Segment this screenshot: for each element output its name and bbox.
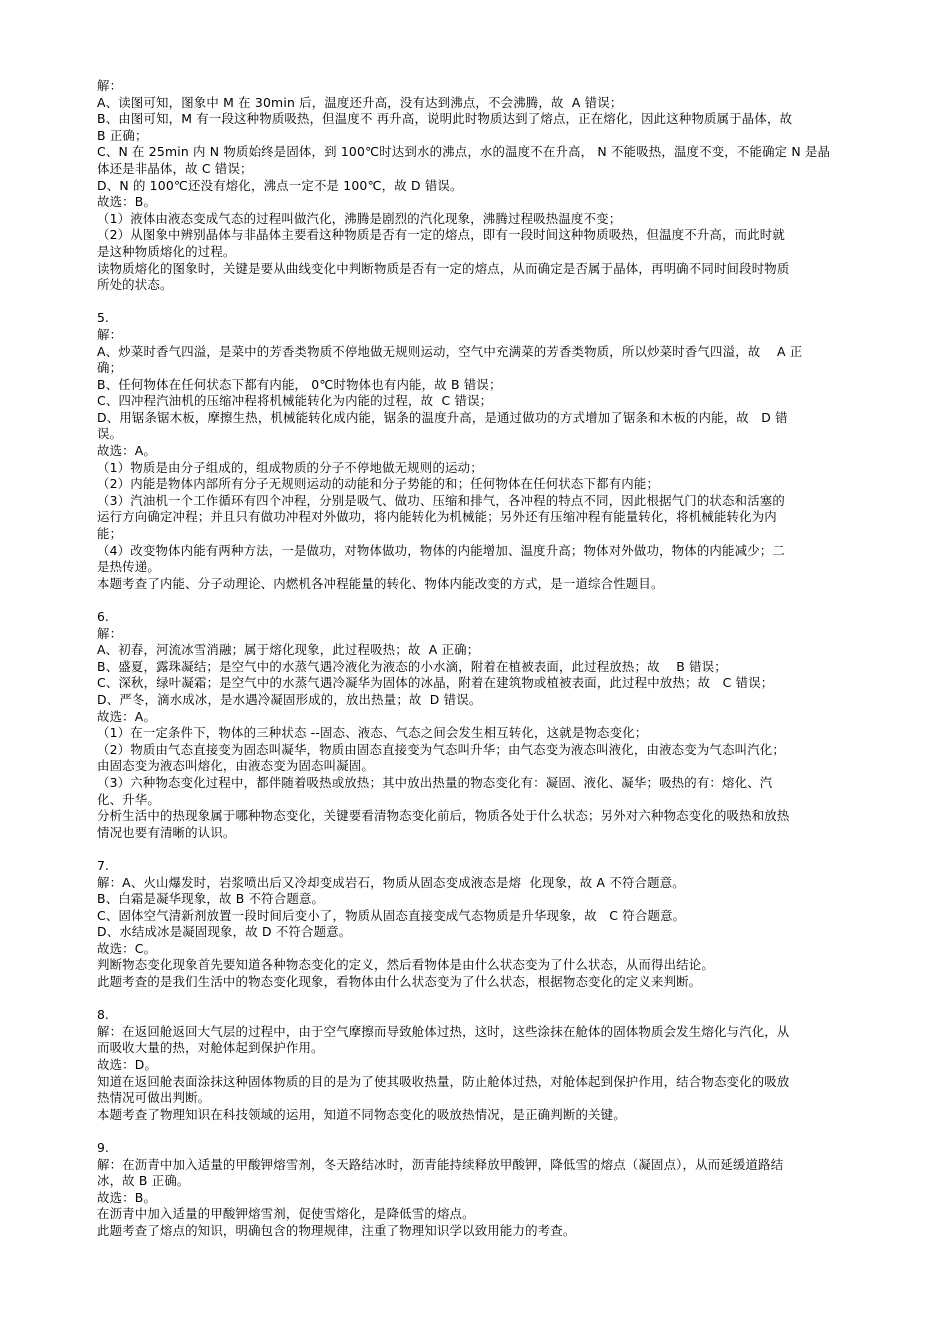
text-line: 此题考查的是我们生活中的物态变化现象，看物体由什么状态变为了什么状态，根据物态变化的定义来判断。 <box>97 974 702 990</box>
text-line: 解：A、火山爆发时，岩浆喷出后又冷却变成岩石，物质从固态变成液态是熔 化现象，故 A 不符合题意。 <box>97 874 685 890</box>
text-line: A、炒菜时香气四溢，是菜中的芳香类物质不停地做无规则运动，空气中充满菜的芳香类物质，所以炒菜时香气四溢，故 A 正 <box>97 343 803 359</box>
text-line: （2）从图象中辨别晶体与非晶体主要看这种物质是否有一定的熔点，即有一段时间这种物质吸热，但温度不升高，而此时就 <box>97 227 785 243</box>
text-line: （3）汽油机一个工作循环有四个冲程，分别是吸气、做功、压缩和排气，各冲程的特点不同，因此根据气门的状态和活塞的 <box>97 492 785 508</box>
text-line: （2）物质由气态直接变为固态叫凝华，物质由固态直接变为气态叫升华；由气态变为液态叫液化，由液态变为气态叫汽化； <box>97 741 785 757</box>
text-line: 情况也要有清晰的认识。 <box>97 824 236 840</box>
text-line: 故选：C。 <box>97 940 157 956</box>
question-number: 9. <box>97 1140 109 1155</box>
text-line: （3）六种物态变化过程中，都伴随着吸热或放热；其中放出热量的物态变化有：凝固、液化、凝华；吸热的有：熔化、汽 <box>97 774 773 790</box>
text-line: C、四冲程汽油机的压缩冲程将机械能转化为内能的过程，故 C 错误； <box>97 393 493 409</box>
text-line: 确； <box>97 360 123 376</box>
text-line: 在沥青中加入适量的甲酸钾熔雪剂，促使雪熔化，是降低雪的熔点。 <box>97 1206 475 1222</box>
text-line: 知道在返回舱表面涂抹这种固体物质的目的是为了使其吸收热量，防止舱体过热，对舱体起到保护作用，结合物态变化的吸放 <box>97 1073 790 1089</box>
text-line: 故选：D。 <box>97 1057 158 1073</box>
text-line: 体还是非晶体，故 C 错误； <box>97 160 253 176</box>
answer-section-continued <box>97 78 887 294</box>
text-line: 冰，故 B 正确。 <box>97 1173 190 1189</box>
text-line: 解：在返回舱返回大气层的过程中，由于空气摩擦而导致舱体过热，这时，这些涂抹在舱体的固体物质会发生熔化与汽化，从 <box>97 1023 790 1039</box>
text-line: 解： <box>97 78 123 93</box>
text-line: D、N 的 100℃还没有熔化，沸点一定不是 100℃，故 D 错误。 <box>97 177 463 193</box>
answer-section-8 <box>97 1007 887 1123</box>
answer-section-7 <box>97 858 887 991</box>
text-line: （1）液体由液态变成气态的过程叫做汽化，沸腾是剧烈的汽化现象，沸腾过程吸热温度不变； <box>97 210 622 226</box>
answer-section-9 <box>97 1140 887 1240</box>
text-line: 本题考查了物理知识在科技领域的运用，知道不同物态变化的吸放热情况，是正确判断的关键。 <box>97 1106 626 1122</box>
text-line: 故选：B。 <box>97 1189 157 1205</box>
text-line: 故选：A。 <box>97 708 157 724</box>
text-line: 所处的状态。 <box>97 277 173 293</box>
text-line: 而吸收大量的热，对舱体起到保护作用。 <box>97 1040 324 1056</box>
text-line: 解： <box>97 625 123 641</box>
question-number: 7. <box>97 857 109 873</box>
text-line: 运行方向确定冲程；并且只有做功冲程对外做功，将内能转化为机械能；另外还有压缩冲程有能量转化，将机械能转化为内 <box>97 509 777 525</box>
text-line: C、深秋，绿叶凝霜；是空气中的水蒸气遇冷凝华为固体的冰晶，附着在建筑物或植被表面，此过程中放热；故 C 错误； <box>97 675 774 691</box>
text-line: B、白霜是凝华现象，故 B 不符合题意。 <box>97 891 325 907</box>
text-line: 此题考查了熔点的知识，明确包含的物理规律，注重了物理知识学以致用能力的考查。 <box>97 1222 576 1238</box>
text-line: 判断物态变化现象首先要知道各种物态变化的定义，然后看物体是由什么状态变为了什么状态，从而得出结论。 <box>97 957 714 973</box>
text-line: 由固态变为液态叫熔化，由液态变为固态叫凝固。 <box>97 758 374 774</box>
text-line: 热情况可做出判断。 <box>97 1090 211 1106</box>
text-line: 化、升华。 <box>97 791 160 807</box>
text-line: 分析生活中的热现象属于哪种物态变化，关键要看清物态变化前后，物质各处于什么状态；另外对六种物态变化的吸热和放热 <box>97 808 790 824</box>
question-number: 6. <box>97 609 109 624</box>
text-line: B、由图可知，M 有一段这种物质吸热，但温度不 再升高，说明此时物质达到了熔点，正在熔化，因此这种物质属于晶体，故 <box>97 111 793 127</box>
text-line: B、盛夏，露珠凝结；是空气中的水蒸气遇冷液化为液态的小水滴，附着在植被表面，此过程放热；故 B 错误； <box>97 658 727 674</box>
text-line: （4）改变物体内能有两种方法，一是做功，对物体做功，物体的内能增加、温度升高；物体对外做功，物体的内能减少；二 <box>97 542 785 558</box>
text-line: 是这种物质熔化的过程。 <box>97 243 236 259</box>
text-line: 能； <box>97 526 123 542</box>
text-line: A、读图可知，图象中 M 在 30min 后，温度还升高，没有达到沸点，不会沸腾，故 A 错误； <box>97 94 623 110</box>
text-line: 解： <box>97 326 123 342</box>
text-line: 故选：A。 <box>97 443 157 459</box>
text-line: 本题考查了内能、分子动理论、内燃机各冲程能量的转化、物体内能改变的方式，是一道综合性题目。 <box>97 575 664 591</box>
text-line: D、用锯条锯木板，摩擦生热，机械能转化成内能，锯条的温度升高，是通过做功的方式增加了锯条和木板的内能，故 D 错 <box>97 409 788 425</box>
answer-section-5 <box>97 310 887 592</box>
text-line: （2）内能是物体内部所有分子无规则运动的动能和分子势能的和；任何物体在任何状态下都有内能； <box>97 476 660 492</box>
text-line: C、N 在 25min 内 N 物质始终是固体，到 100℃时达到水的沸点，水的温度不在升高， N 不能吸热，温度不变，不能确定 N 是晶 <box>97 144 831 160</box>
text-line: 误。 <box>97 426 123 442</box>
question-number: 5. <box>97 310 109 326</box>
text-line: B 正确； <box>97 127 148 143</box>
document-page <box>97 78 887 1240</box>
text-line: D、严冬，滴水成冰，是水遇冷凝固形成的，放出热量；故 D 错误。 <box>97 691 482 707</box>
text-line: 解：在沥青中加入适量的甲酸钾熔雪剂，冬天路结冰时，沥青能持续释放甲酸钾，降低雪的熔点（凝固点），从而延缓道路结 <box>97 1156 784 1172</box>
text-line: 读物质熔化的图象时，关键是要从曲线变化中判断物质是否有一定的熔点，从而确定是否属于晶体，再明确不同时间段时物质 <box>97 260 790 276</box>
text-line: A、初春，河流冰雪消融；属于熔化现象，此过程吸热；故 A 正确； <box>97 642 480 658</box>
question-number: 8. <box>97 1007 109 1023</box>
text-line: B、任何物体在任何状态下都有内能， 0℃时物体也有内能，故 B 错误； <box>97 376 502 392</box>
text-line: 故选：B。 <box>97 194 157 210</box>
text-line: D、水结成冰是凝固现象，故 D 不符合题意。 <box>97 924 352 940</box>
text-line: （1）物质是由分子组成的，组成物质的分子不停地做无规则的运动； <box>97 459 483 475</box>
text-line: （1）在一定条件下，物体的三种状态 --固态、液态、气态之间会发生相互转化，这就是物态变化； <box>97 725 648 741</box>
text-line: 是热传递。 <box>97 559 160 575</box>
text-line: C、固体空气清新剂放置一段时间后变小了，物质从固态直接变成气态物质是升华现象，故 C 符合题意。 <box>97 907 686 923</box>
answer-section-6 <box>97 609 887 841</box>
